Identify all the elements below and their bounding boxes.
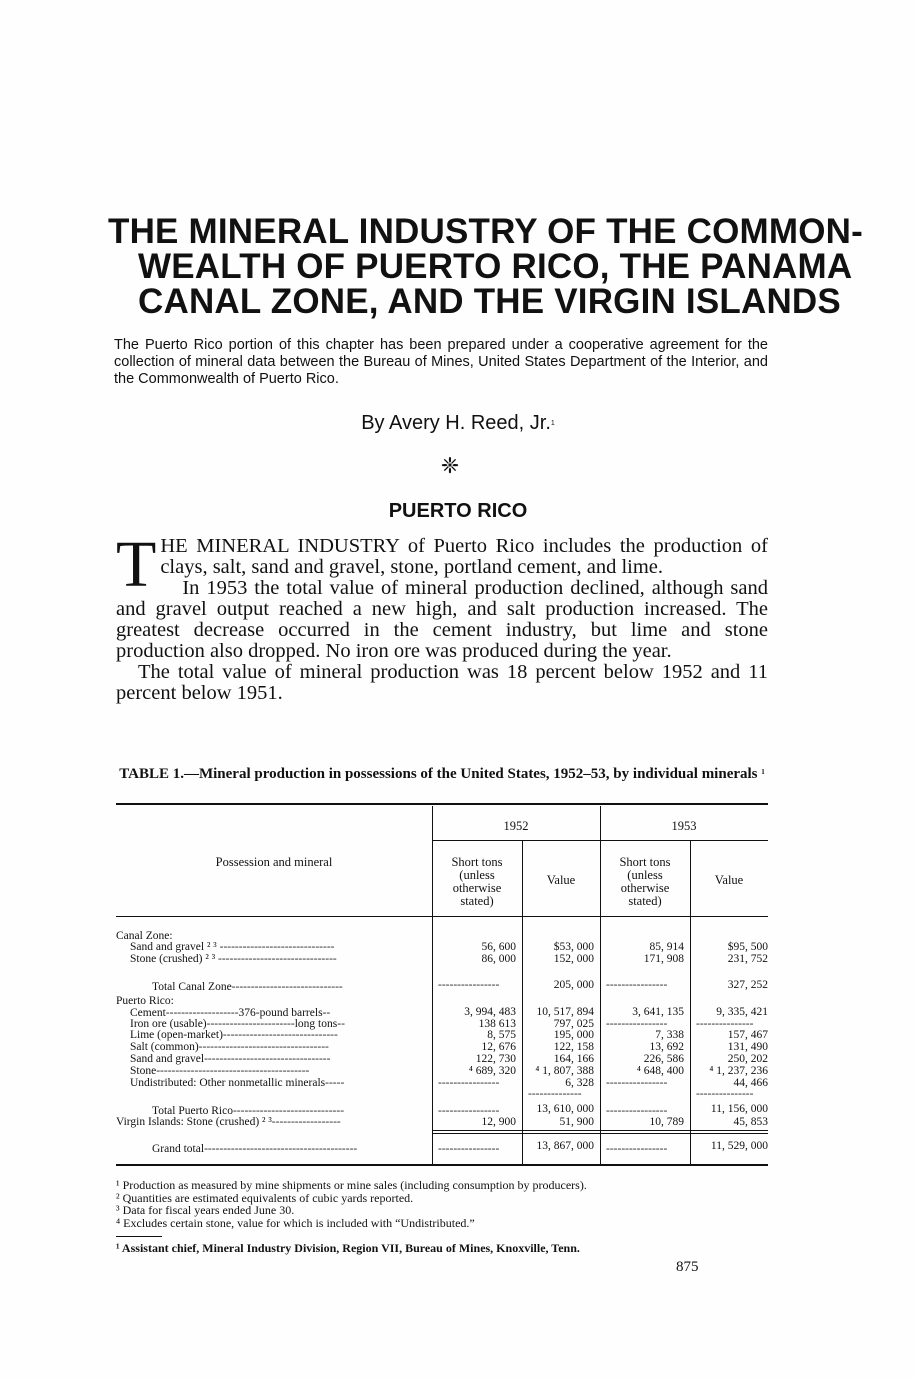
table-header-rule — [116, 916, 768, 917]
table-row-label: Puerto Rico: — [116, 995, 174, 1007]
table-cell-quantity-1953: 13, 692 — [649, 1041, 684, 1053]
table-cell-quantity-1952: 12, 900 — [481, 1116, 516, 1128]
table-row-label: Total Puerto Rico----------------------------- — [152, 1105, 345, 1117]
table-divider-2 — [522, 841, 523, 1164]
table-row-label: Stone---------------------------------------- — [130, 1065, 310, 1077]
table-cell-value-1952: 152, 000 — [553, 953, 594, 965]
footnote-rule — [116, 1236, 162, 1237]
table-footnotes — [116, 1179, 756, 1229]
footnote-4: ⁴ Excludes certain stone, value for which is included with “Undistributed.” — [116, 1215, 475, 1230]
table-row-label: Sand and gravel--------------------------------- — [130, 1053, 331, 1065]
table-cell-quantity-1952: ---------------- — [438, 979, 500, 991]
table-cell-value-1952: 10, 517, 894 — [536, 1006, 594, 1018]
table-cell-quantity-1953: 171, 908 — [643, 953, 684, 965]
table-cell-quantity-1953: ---------------- — [606, 1105, 668, 1117]
chapter-title-line-3: CANAL ZONE, AND THE VIRGIN ISLANDS — [138, 282, 841, 321]
footnote-2: ² Quantities are estimated equivalents of cubic yards reported. — [116, 1190, 414, 1205]
table-cell-quantity-1953: ---------------- — [606, 1018, 668, 1030]
table-row-label: Salt (common)---------------------------------- — [130, 1041, 329, 1053]
table-cell-value-1952: 164, 166 — [553, 1053, 594, 1065]
table-cell-value-1952: 13, 867, 000 — [536, 1140, 594, 1152]
table-cell-quantity-1952: 138 613 — [478, 1018, 516, 1030]
body-text — [116, 528, 768, 704]
table-cell-value-1952: $53, 000 — [553, 941, 594, 953]
table-cell-quantity-1953: 7, 338 — [655, 1029, 684, 1041]
ornament-icon: ❈ — [440, 453, 460, 478]
column-header-quantity-1953: Short tons (unless otherwise stated) — [619, 855, 671, 908]
table-cell-value-1953: 250, 202 — [727, 1053, 768, 1065]
table-label: TABLE 1. — [119, 766, 184, 782]
table-cell-quantity-1952: ⁴ 689, 320 — [468, 1065, 516, 1077]
author-footnote-marker: 1 — [550, 420, 555, 427]
table-cell-value-1953: $95, 500 — [727, 941, 768, 953]
author-byline — [0, 412, 916, 435]
table-cell-value-1952: 797, 025 — [553, 1018, 594, 1030]
author-name: By Avery H. Reed, Jr. — [361, 412, 551, 434]
table-cell-quantity-1952: 56, 600 — [481, 941, 516, 953]
table-cell-quantity-1952: 8, 575 — [487, 1029, 516, 1041]
table-row-label: Grand total---------------------------------------- — [152, 1143, 358, 1155]
table-cell-quantity-1952: ---------------- — [438, 1105, 500, 1117]
table-title — [116, 764, 768, 782]
table-cell-value-1953: 157, 467 — [727, 1029, 768, 1041]
table-cell-quantity-1953: 10, 789 — [649, 1116, 684, 1128]
table-cell-value-1953: --------------- — [696, 1018, 754, 1030]
footnote-1: ¹ Production as measured by mine shipments or mine sales (including consumption by producers). — [116, 1178, 587, 1192]
table-cell-value-1952: 13, 610, 000 — [536, 1103, 594, 1115]
table-cell-quantity-1952: ---------------- — [438, 1077, 500, 1089]
table-cell-value-1953: 11, 529, 000 — [710, 1140, 768, 1152]
paragraph-1-text: HE MINERAL INDUSTRY of Puerto Rico includes the production of clays, salt, sand and gravel, stone, portland cement, and lime. — [160, 535, 768, 578]
table-cell-value-1952: 122, 158 — [553, 1041, 594, 1053]
table-cell-value-1953: 9, 335, 421 — [716, 1006, 768, 1018]
table-cell-quantity-1952: 86, 000 — [481, 953, 516, 965]
table-cell-quantity-1953: 85, 914 — [649, 941, 684, 953]
subtotal-rule-1953: --------------- — [696, 1088, 754, 1100]
table-row-label: Virgin Islands: Stone (crushed) ² ³------------------ — [116, 1116, 341, 1128]
chapter-subtitle: The Puerto Rico portion of this chapter has been prepared under a cooperative agreement for the collection of mineral data between the Bureau of Mines, United States Department of the Interior, and the Commonwealth of Puerto Rico. — [114, 337, 768, 387]
column-header-value-1953: Value — [714, 873, 744, 887]
table-cell-value-1953: ⁴ 1, 237, 236 — [709, 1065, 768, 1077]
table-row-label: Stone (crushed) ² ³ ------------------------------- — [130, 953, 337, 965]
table-cell-value-1952: 51, 900 — [559, 1116, 594, 1128]
table-cell-value-1952: 205, 000 — [553, 979, 594, 991]
table-row-label: Total Canal Zone----------------------------- — [152, 981, 343, 993]
table-cell-value-1952: ⁴ 1, 807, 388 — [535, 1065, 594, 1077]
table-title-footnote-marker: 1 — [761, 768, 765, 776]
table-cell-value-1953: 44, 466 — [733, 1077, 768, 1089]
subtotal-rule-1952: -------------- — [528, 1088, 582, 1100]
table-cell-quantity-1953: ⁴ 648, 400 — [636, 1065, 684, 1077]
column-header-value-1952: Value — [546, 873, 576, 887]
table-cell-value-1953: 327, 252 — [727, 979, 768, 991]
column-header-possession: Possession and mineral — [215, 855, 333, 869]
table-cell-quantity-1952: 12, 676 — [481, 1041, 516, 1053]
chapter-title-line-1: THE MINERAL INDUSTRY OF THE COMMON- — [108, 212, 863, 251]
table-cell-quantity-1953: ---------------- — [606, 979, 668, 991]
table-bottom-rule — [116, 1164, 768, 1166]
table-cell-value-1953: 231, 752 — [727, 953, 768, 965]
chapter-title-line-2: WEALTH OF PUERTO RICO, THE PANAMA — [138, 247, 853, 286]
table-cell-quantity-1953: 226, 586 — [643, 1053, 684, 1065]
table-row-label: Cement-------------------376-pound barrels-- — [130, 1007, 331, 1019]
table-cell-value-1953: 45, 853 — [733, 1116, 768, 1128]
table-cell-quantity-1952: 122, 730 — [475, 1053, 516, 1065]
table-row-label: Lime (open-market)------------------------------ — [130, 1029, 338, 1041]
table-cell-quantity-1953: 3, 641, 135 — [632, 1006, 684, 1018]
year-header-1953: 1953 — [671, 819, 697, 833]
table-cell-value-1952: 195, 000 — [553, 1029, 594, 1041]
page-number: 875 — [676, 1259, 699, 1275]
grand-total-rule-2 — [432, 1133, 768, 1134]
author-footnote: ¹ Assistant chief, Mineral Industry Division, Region VII, Bureau of Mines, Knoxville, Tenn. — [116, 1241, 580, 1255]
year-header-1952: 1952 — [503, 819, 529, 833]
paragraph-1 — [116, 528, 768, 601]
paragraph-3: The total value of mineral production was 18 percent below 1952 and 11 percent below 1951. — [116, 661, 768, 704]
table-divider-4 — [690, 841, 691, 1164]
table-caption: —Mineral production in possessions of the United States, 1952–53, by individual minerals — [183, 766, 758, 782]
grand-total-rule-1 — [432, 1130, 768, 1131]
column-header-quantity-1952: Short tons (unless otherwise stated) — [451, 855, 503, 908]
section-heading: PUERTO RICO — [388, 500, 528, 522]
table-row-label: Iron ore (usable)-----------------------long tons-- — [130, 1018, 345, 1030]
table-cell-value-1953: 11, 156, 000 — [710, 1103, 768, 1115]
table-top-rule — [116, 803, 768, 805]
paragraph-2: In 1953 the total value of mineral production declined, although sand and gravel output reached a new high, and salt production increased. The greatest decrease occurred in the cement industry, but lime and stone production also dropped. No iron ore was produced during the year. — [116, 577, 768, 662]
table-row-label: Canal Zone: — [116, 930, 173, 942]
table-cell-quantity-1953: ---------------- — [606, 1143, 668, 1155]
table-cell-value-1952: 6, 328 — [565, 1077, 594, 1089]
table-cell-value-1953: 131, 490 — [727, 1041, 768, 1053]
table-cell-quantity-1952: 3, 994, 483 — [464, 1006, 516, 1018]
table-divider-1 — [432, 806, 433, 1164]
table-cell-quantity-1953: ---------------- — [606, 1077, 668, 1089]
table-cell-quantity-1952: ---------------- — [438, 1143, 500, 1155]
table-divider-3 — [600, 806, 601, 1164]
footnote-3: ³ Data for fiscal years ended June 30. — [116, 1203, 295, 1217]
drop-cap: T — [116, 528, 157, 601]
table-row-label: Undistributed: Other nonmetallic minerals----- — [130, 1077, 345, 1089]
table-row-label: Sand and gravel ² ³ ------------------------------ — [130, 941, 335, 953]
chapter-title — [108, 212, 863, 321]
